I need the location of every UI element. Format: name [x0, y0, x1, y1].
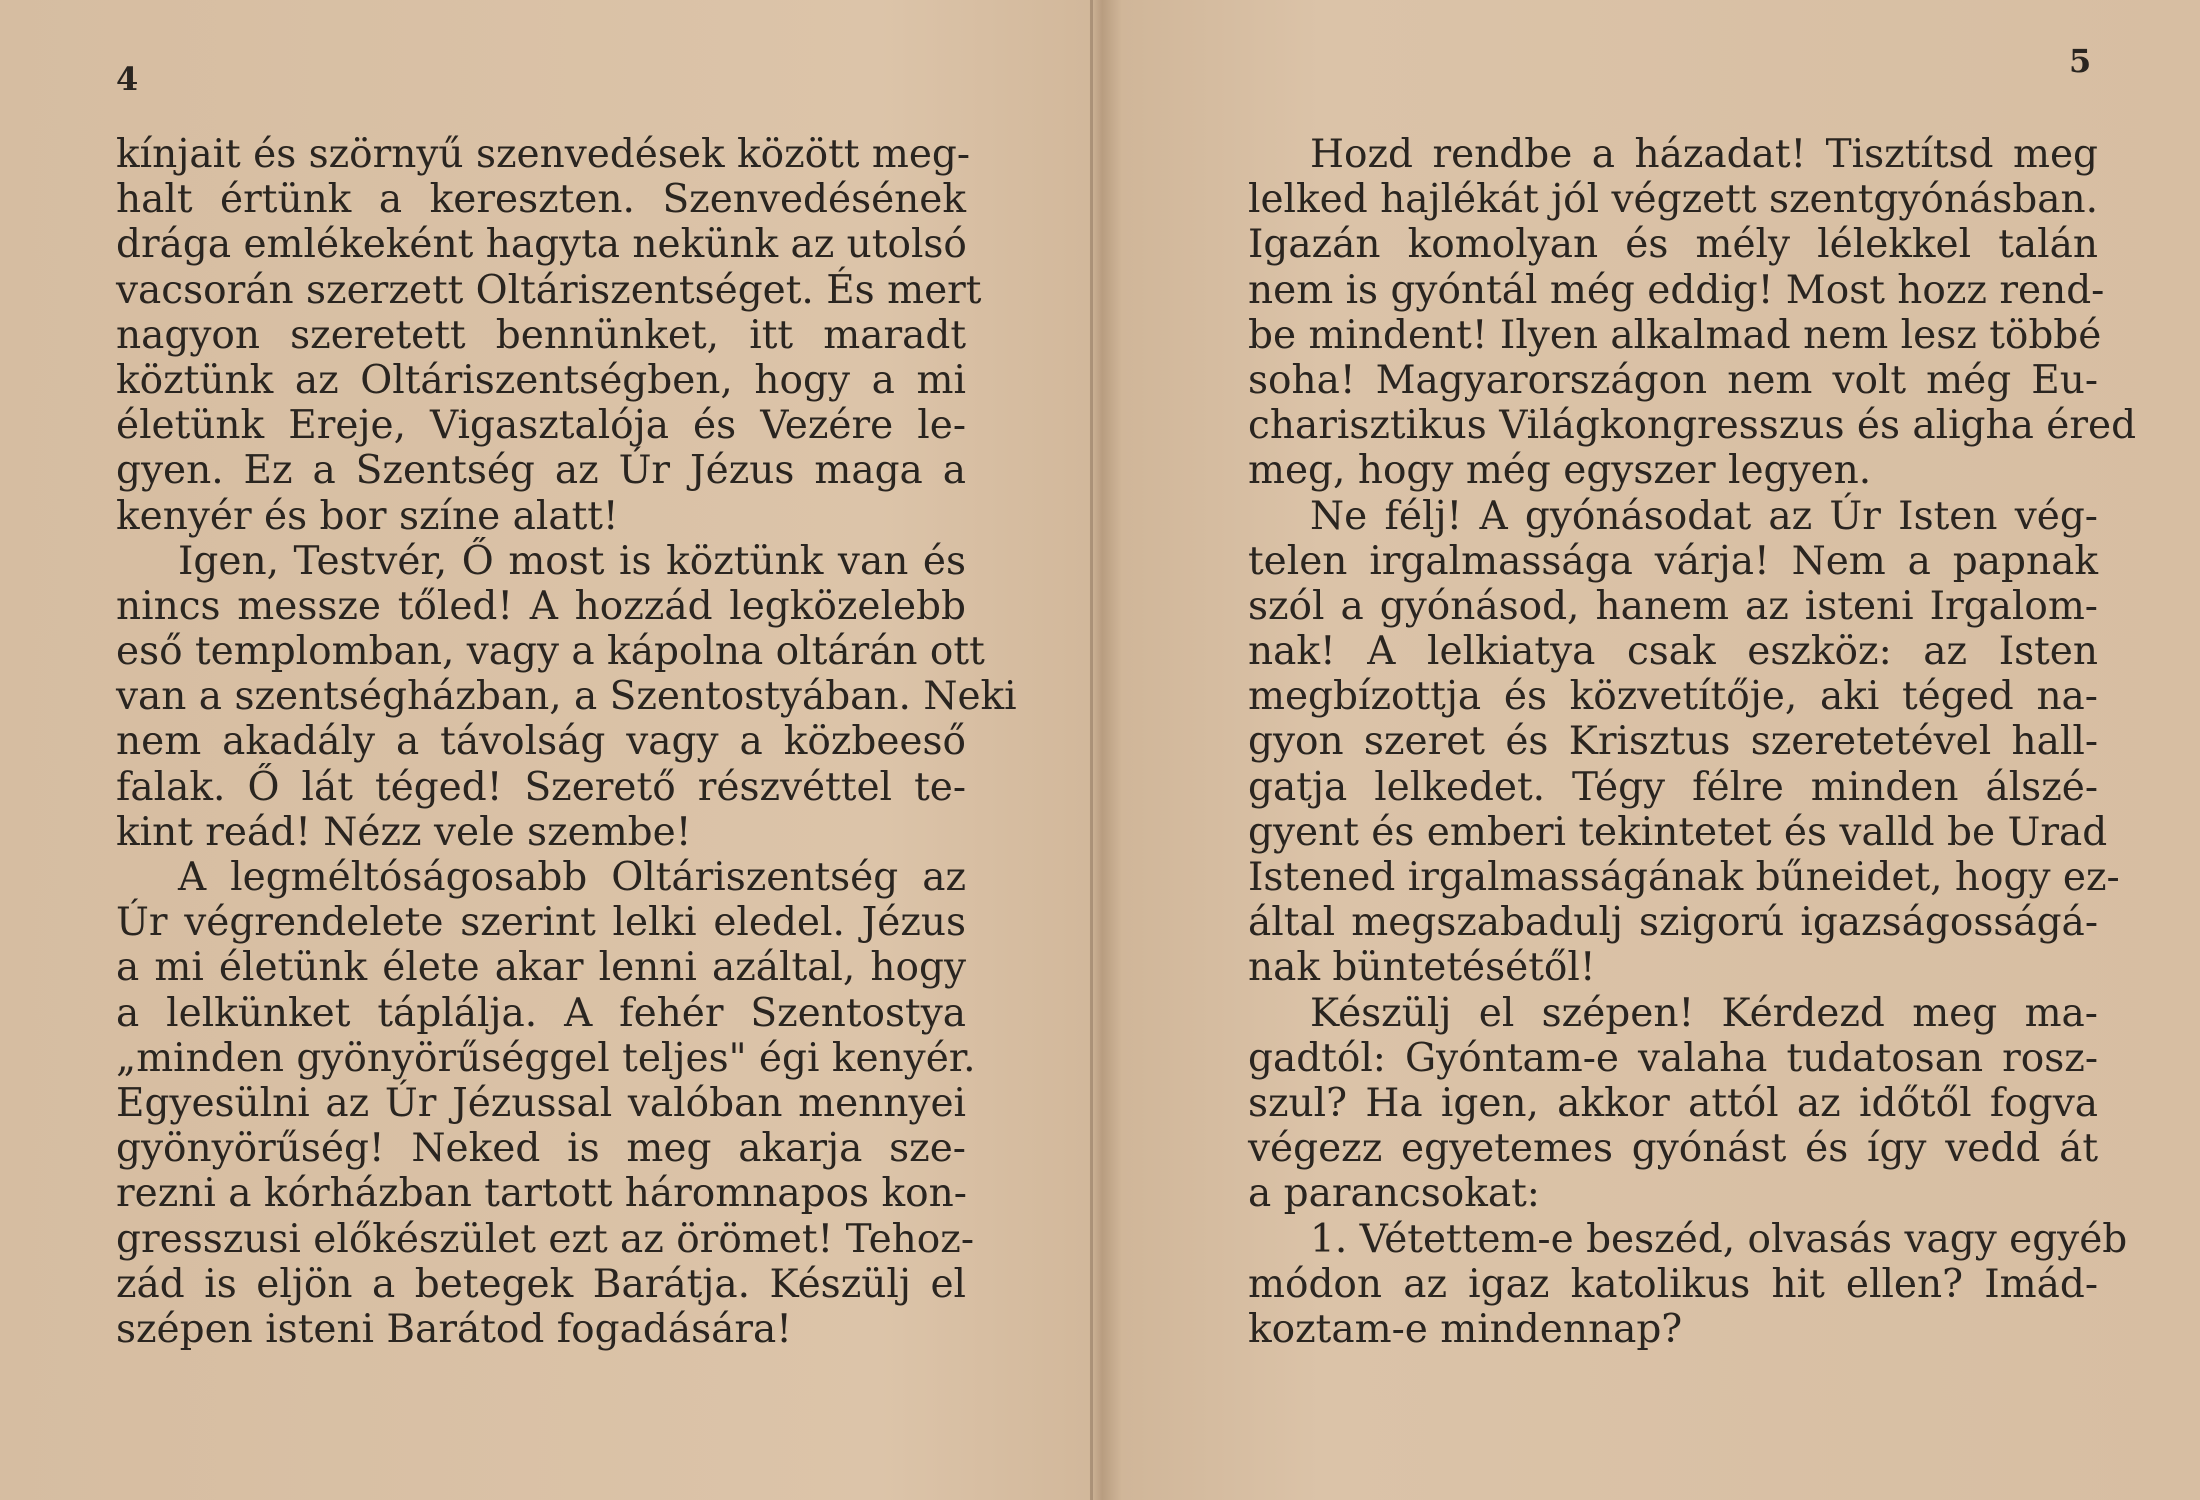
text-line: falak. Ő lát téged! Szerető részvéttel te-	[116, 764, 966, 810]
page-number-right: 5	[2069, 42, 2092, 80]
text-line: végezz egyetemes gyónást és így vedd át	[1248, 1126, 2098, 1172]
text-line: nak büntetésétől!	[1248, 945, 1596, 991]
text-line: van a szentségházban, a Szentostyában. Neki	[116, 674, 1017, 720]
text-line: gadtól: Gyóntam-e valaha tudatosan rosz-	[1248, 1035, 2098, 1081]
text-line: Istened irgalmasságának bűneidet, hogy ez-	[1248, 855, 2120, 900]
text-line: Igazán komolyan és mély lélekkel talán	[1248, 222, 2098, 268]
text-line: gyon szeret és Krisztus szeretetével hall-	[1248, 719, 2098, 765]
text-line: kint reád! Nézz vele szembe!	[116, 809, 692, 855]
text-line: meg, hogy még egyszer legyen.	[1248, 448, 1872, 494]
text-line: módon az igaz katolikus hit ellen? Imád-	[1248, 1261, 2098, 1307]
text-line: A legméltóságosabb Oltáriszentség az	[178, 855, 966, 900]
right-page-body	[1248, 132, 2137, 1352]
text-line: gatja lelkedet. Tégy félre minden álszé-	[1248, 764, 2098, 810]
page-number-left: 4	[116, 60, 139, 98]
text-line: soha! Magyarországon nem volt még Eu-	[1248, 357, 2098, 403]
text-line: kenyér és bor színe alatt!	[116, 493, 619, 539]
text-line: kínjait és szörnyű szenvedések között meg-	[116, 132, 971, 177]
text-line: gresszusi előkészület ezt az örömet! Tehoz-	[116, 1216, 974, 1262]
text-line: köztünk az Oltáriszentségben, hogy a mi	[116, 357, 966, 403]
text-line: Úr végrendelete szerint lelki eledel. Jézus	[116, 900, 966, 946]
text-line: zád is eljön a betegek Barátja. Készülj el	[116, 1261, 966, 1307]
text-line: rezni a kórházban tartott háromnapos kon-	[116, 1171, 967, 1217]
text-line: Hozd rendbe a házadat! Tisztítsd meg	[1310, 132, 2098, 177]
text-line: gyönyörűség! Neked is meg akarja sze-	[116, 1126, 966, 1172]
text-line: szul? Ha igen, akkor attól az időtől fogva	[1248, 1080, 2098, 1126]
text-line: megbízottja és közvetítője, aki téged na-	[1248, 674, 2098, 720]
text-line: drága emlékeként hagyta nekünk az utolsó	[116, 222, 967, 268]
text-line: nagyon szeretett bennünket, itt maradt	[116, 312, 966, 358]
text-line: koztam-e mindennap?	[1248, 1306, 1683, 1352]
text-line: által megszabadulj szigorú igazságosságá-	[1248, 900, 2098, 946]
text-line: „minden gyönyörűséggel teljes" égi kenyér.	[116, 1035, 976, 1081]
text-line: nem is gyóntál még eddig! Most hozz rend-	[1248, 267, 2105, 313]
book-gutter	[1090, 0, 1093, 1500]
text-line: 1. Vétettem-e beszéd, olvasás vagy egyéb	[1310, 1216, 2128, 1262]
text-line: Igen, Testvér, Ő most is köztünk van és	[178, 538, 966, 584]
text-line: telen irgalmassága várja! Nem a papnak	[1248, 538, 2098, 584]
text-line: a mi életünk élete akar lenni azáltal, hogy	[116, 945, 966, 991]
text-line: életünk Ereje, Vigasztalója és Vezére le-	[116, 403, 966, 449]
text-line: Egyesülni az Úr Jézussal valóban mennyei	[116, 1080, 966, 1126]
text-line: be mindent! Ilyen alkalmad nem lesz többé	[1248, 312, 2102, 358]
text-line: lelked hajlékát jól végzett szentgyónásban.	[1248, 177, 2098, 223]
text-line: gyen. Ez a Szentség az Úr Jézus maga a	[116, 448, 966, 494]
text-line: Készülj el szépen! Kérdezd meg ma-	[1310, 990, 2098, 1036]
text-line: a lelkünket táplálja. A fehér Szentostya	[116, 990, 966, 1036]
text-line: vacsorán szerzett Oltáriszentséget. És mert	[116, 267, 982, 313]
text-line: nincs messze tőled! A hozzád legközelebb	[116, 583, 966, 629]
text-line: nak! A lelkiatya csak eszköz: az Isten	[1248, 629, 2098, 675]
text-line: szól a gyónásod, hanem az isteni Irgalom-	[1248, 583, 2098, 629]
text-line: nem akadály a távolság vagy a közbeeső	[116, 719, 966, 765]
text-line: eső templomban, vagy a kápolna oltárán ott	[116, 629, 985, 675]
text-line: charisztikus Világkongresszus és aligha éred	[1248, 403, 2137, 449]
text-line: Ne félj! A gyónásodat az Úr Isten vég-	[1310, 493, 2098, 539]
text-line: a parancsokat:	[1248, 1171, 1540, 1217]
text-line: halt értünk a kereszten. Szenvedésének	[116, 177, 966, 223]
left-page-body	[116, 132, 1017, 1352]
text-line: szépen isteni Barátod fogadására!	[116, 1306, 792, 1352]
text-line: gyent és emberi tekintetet és valld be Urad	[1248, 809, 2108, 855]
